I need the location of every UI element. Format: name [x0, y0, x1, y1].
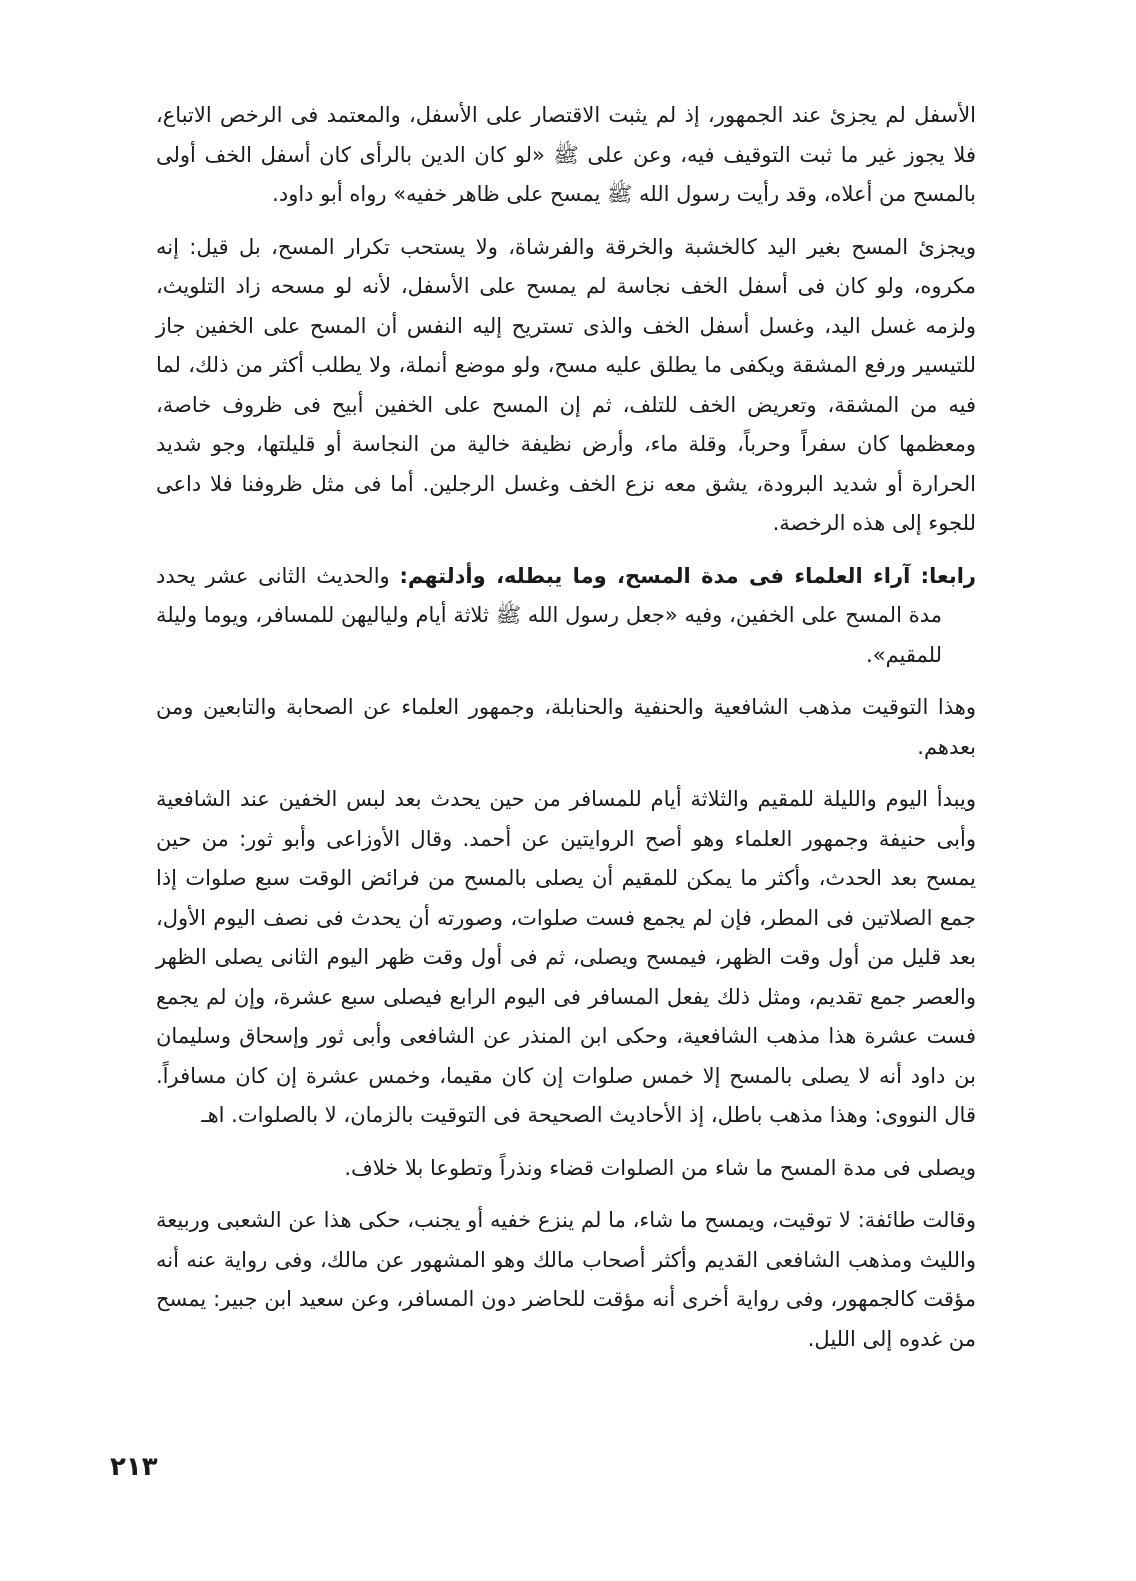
- section-four-paragraph: [156, 557, 976, 676]
- paragraph-mash-without-hand: ويجزئ المسح بغير اليد كالخشبة والخرقة والفرشاة، ولا يستحب تكرار المسح، بل قيل: إنه مكروه، ولو كان فى أسفل الخف نجاسة لم يمسح على الأسفل، لأنه لو مسحه زاد التلويث، ولزمه غسل اليد، وغسل أسفل الخف والذى تستريح إليه النفس أن المسح على الخفين جاز للتيسير ورفع المشقة ويكفى ما يطلق عليه مسح، ولو موضع أنملة، ولا يطلب أكثر من ذلك، لما فيه من المشقة، وتعريض الخف للتلف، ثم إن المسح على الخفين أبيح فى ظروف خاصة، ومعظمها كان سفراً وحرباً، وقلة ماء، وأرض نظيفة خالية من النجاسة أو قليلتها، وجو شديد الحرارة أو شديد البرودة، يشق معه نزع الخف وغسل الرجلين. أما فى مثل ظروفنا فلا داعى للجوء إلى هذه الرخصة.: [156, 234, 976, 535]
- paragraph-start-of-period: ويبدأ اليوم والليلة للمقيم والثلاثة أيام للمسافر من حين يحدث بعد لبس الخفين عند الشافعية وأبى حنيفة وجمهور العلماء وهو أصح الروايتين عن أحمد. وقال الأوزاعى وأبو ثور: من حين يمسح بعد الحدث، وأكثر ما يمكن للمقيم أن يصلى بالمسح من فرائض الوقت سبع صلوات إذا جمع الصلاتين فى المطر، فإن لم يجمع فست صلوات، وصورته أن يحدث فى نصف اليوم الأول، بعد قليل من أول وقت الظهر، فيمسح ويصلى، ثم فى أول وقت ظهر اليوم الثانى يصلى الظهر والعصر جمع تقديم، ومثل ذلك يفعل المسافر فى اليوم الرابع فيصلى سبع عشرة، وإن لم يجمع فست عشرة هذا مذهب الشافعية، وحكى ابن المنذر عن الشافعى وأبى ثور وإسحاق وسليمان بن داود أنه لا يصلى بالمسح إلا خمس صلوات إن كان مقيما، وخمس عشرة إن كان مسافراً. قال النووى: وهذا مذهب باطل، إذ الأحاديث الصحيحة فى التوقيت بالزمان، لا بالصلوات. اهـ: [156, 787, 976, 1127]
- page-number: ٢١٣: [110, 1452, 158, 1482]
- section-four-text: والحديث الثانى عشر يحدد مدة المسح على الخفين، وفيه «جعل رسول الله ﷺ ثلاثة أيام ولياليهن للمسافر، ويوما وليلة للمقيم».: [156, 563, 942, 667]
- paragraph-no-tawqit: وقالت طائفة: لا توقيت، ويمسح ما شاء، ما لم ينزع خفيه أو يجنب، حكى هذا عن الشعبى وربيعة والليث ومذهب الشافعى القديم وأكثر أصحاب مالك وهو المشهور عن مالك، وفى رواية عنه أنه مؤقت كالجمهور، وفى رواية أخرى أنه مؤقت للحاضر دون المسافر، وعن سعيد ابن جبير: يمسح من غدوه إلى الليل.: [156, 1208, 976, 1351]
- paragraph-tawqit-madhab: وهذا التوقيت مذهب الشافعية والحنفية والحنابلة، وجمهور العلماء عن الصحابة والتابعين ومن بعدهم.: [156, 695, 976, 759]
- paragraph-prayers-during-mash: ويصلى فى مدة المسح ما شاء من الصلوات قضاء ونذراً وتطوعا بلا خلاف.: [344, 1155, 976, 1180]
- section-four-heading: رابعا: آراء العلماء فى مدة المسح، وما يبطله، وأدلتهم:: [399, 563, 976, 588]
- page-body: [156, 96, 976, 1372]
- paragraph-mash-lower-part: الأسفل لم يجزئ عند الجمهور، إذ لم يثبت الاقتصار على الأسفل، والمعتمد فى الرخص الاتباع، فلا يجوز غير ما ثبت التوقيف فيه، وعن على ﷺ «لو كان الدين بالرأى كان أسفل الخف أولى بالمسح من أعلاه، وقد رأيت رسول الله ﷺ يمسح على ظاهر خفيه» رواه أبو داود.: [156, 103, 976, 206]
